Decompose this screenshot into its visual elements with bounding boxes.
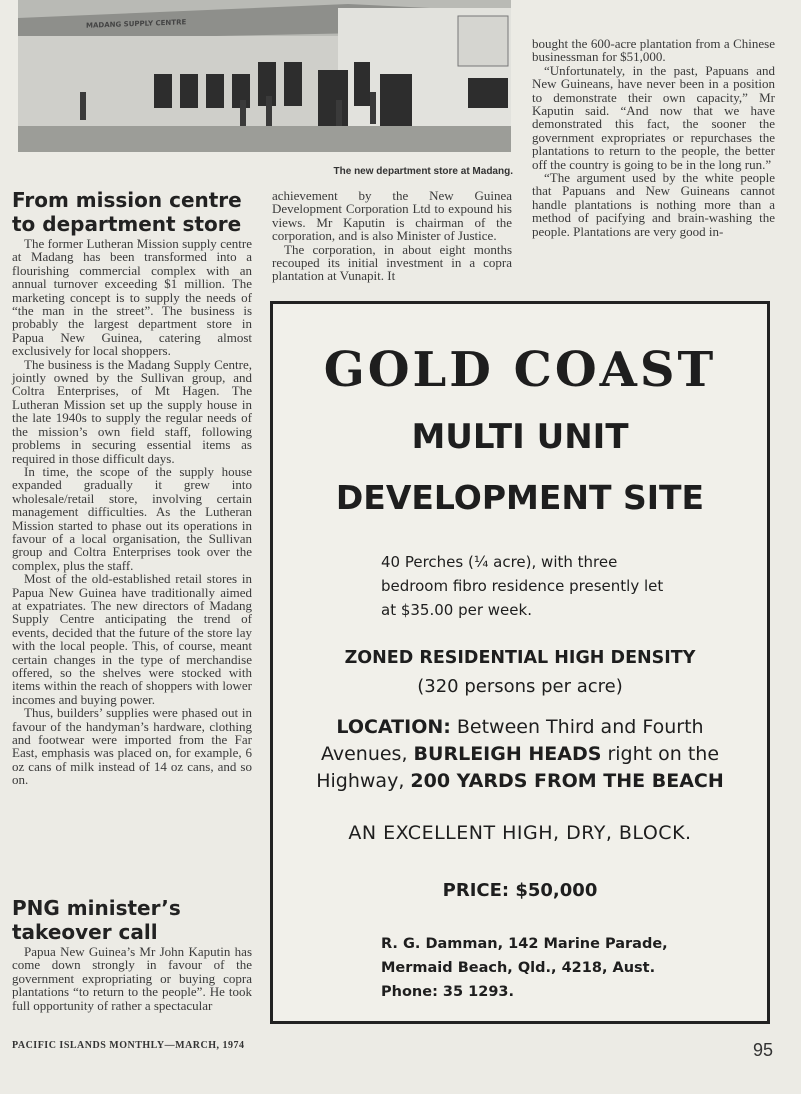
article-body-col3 bbox=[532, 37, 775, 238]
paragraph: In time, the scope of the supply house expanded gradually it grew into wholesale/retail store, involving certain management difficulties. As the Lutheran Mission started to phase out its operations in favour of a local organisation, the Sullivan group and Coltra Enterprises took over the complex, plus the staff. bbox=[12, 463, 252, 573]
real-estate-advertisement bbox=[270, 301, 770, 1024]
paragraph: “The argument used by the white people that Papuans and New Guineans cannot handle plantations is nothing more than a method of pacifying and brain-washing the people. Plantations are very good in- bbox=[532, 170, 775, 239]
article-body-col2 bbox=[272, 189, 512, 283]
ad-contact-line: Mermaid Beach, Qld., 4218, Aust. bbox=[381, 960, 656, 976]
paragraph: bought the 600-acre plantation from a Chinese businessman for $51,000. bbox=[532, 36, 775, 65]
article-headline: PNG minister’s takeover call bbox=[12, 896, 181, 944]
ad-title-gold-coast: GOLD COAST bbox=[323, 342, 717, 398]
store-photo bbox=[18, 0, 511, 152]
ad-location-label: LOCATION: bbox=[336, 716, 451, 738]
ad-title-multi-unit: MULTI UNIT bbox=[411, 417, 629, 457]
paragraph: Thus, builders’ supplies were phased out in favour of the handyman’s hardware, clothing and footwear were imported from the Far East, emphasis was placed on, for example, 6 oz cans of milk instead of 14 oz cans, and so on. bbox=[12, 705, 252, 788]
article-headline: From mission centre to department store bbox=[12, 188, 242, 236]
photo-caption: The new department store at Madang. bbox=[333, 166, 513, 177]
ad-zoning: ZONED RESIDENTIAL HIGH DENSITY bbox=[344, 648, 696, 668]
paragraph: The corporation, in about eight months recouped its initial investment in a copra plantation at Vunapit. It bbox=[272, 241, 512, 284]
ad-location-text: right on the Highway, bbox=[316, 743, 720, 792]
publication-footer: PACIFIC ISLANDS MONTHLY—MARCH, 1974 bbox=[12, 1040, 245, 1051]
page-number: 95 bbox=[752, 1040, 773, 1060]
article-body bbox=[12, 237, 252, 787]
ad-density: (320 persons per acre) bbox=[417, 676, 623, 697]
ad-location-text: Between Third and Fourth Avenues, bbox=[320, 716, 704, 765]
ad-description: 40 Perches (¼ acre), with three bedroom fibro residence presently let at $35.00 per week. bbox=[381, 553, 664, 619]
paragraph: achievement by the New Guinea Development Corporation Ltd to expound his views. Mr Kaputin is chairman of the corporation, and is also Minister of Justice. bbox=[272, 188, 512, 244]
ad-location bbox=[291, 714, 749, 795]
ad-contact bbox=[381, 932, 668, 1004]
paragraph: Most of the old-established retail stores in Papua New Guinea have traditionally aimed at expatriates. The new directors of Madang Supply Centre anticipating the trend of events, decided that the future of the store lay with the local people. This, of course, meant certain changes in the type of merchandise offered, so the shelves were stocked with items within the reach of shoppers with lower incomes and buying power. bbox=[12, 571, 252, 707]
store-sign: MADANG SUPPLY CENTRE bbox=[86, 18, 187, 30]
ad-contact-line: R. G. Damman, 142 Marine Parade, bbox=[381, 936, 668, 952]
paragraph: Papua New Guinea’s Mr John Kaputin has come down strongly in favour of the government expropriating or buying copra plantations “to return to the people”. He took full opportunity of rather a spectacular bbox=[12, 944, 252, 1013]
article-body-col1 bbox=[12, 945, 252, 1012]
paragraph: The former Lutheran Mission supply centre at Madang has been transformed into a flourishing commercial complex with an annual turnover exceeding $1 million. The marketing concept is to supply the needs of “the man in the street”. The business is probably the largest department store in Papua New Guinea, catering almost exclusively for local shoppers. bbox=[12, 236, 252, 359]
paragraph: “Unfortunately, in the past, Papuans and New Guineans, have never been in a position to demonstrate their own capacity,” Mr Kaputin said. “And now that we have demonstrated this fact, the sooner the government expropriates or repurchases the plantations to return to the people, the better off the country is going to be in the long run.” bbox=[532, 62, 775, 172]
ad-location-beach: 200 YARDS FROM THE BEACH bbox=[410, 770, 724, 792]
ad-location-suburb: BURLEIGH HEADS bbox=[413, 743, 602, 765]
paragraph: The business is the Madang Supply Centre, jointly owned by the Sullivan group, and Coltra Enterprises, of Mt Hagen. The Lutheran Mission set up the supply house in the late 1940s to supply the regular needs of the mission’s own field staff, following problems in securing essential items as required in those difficult days. bbox=[12, 356, 252, 466]
ad-price: PRICE: $50,000 bbox=[442, 880, 598, 901]
ad-block-description: AN EXCELLENT HIGH, DRY, BLOCK. bbox=[348, 822, 692, 844]
ad-contact-phone: Phone: 35 1293. bbox=[381, 984, 515, 1000]
ad-title-development-site: DEVELOPMENT SITE bbox=[335, 478, 705, 517]
